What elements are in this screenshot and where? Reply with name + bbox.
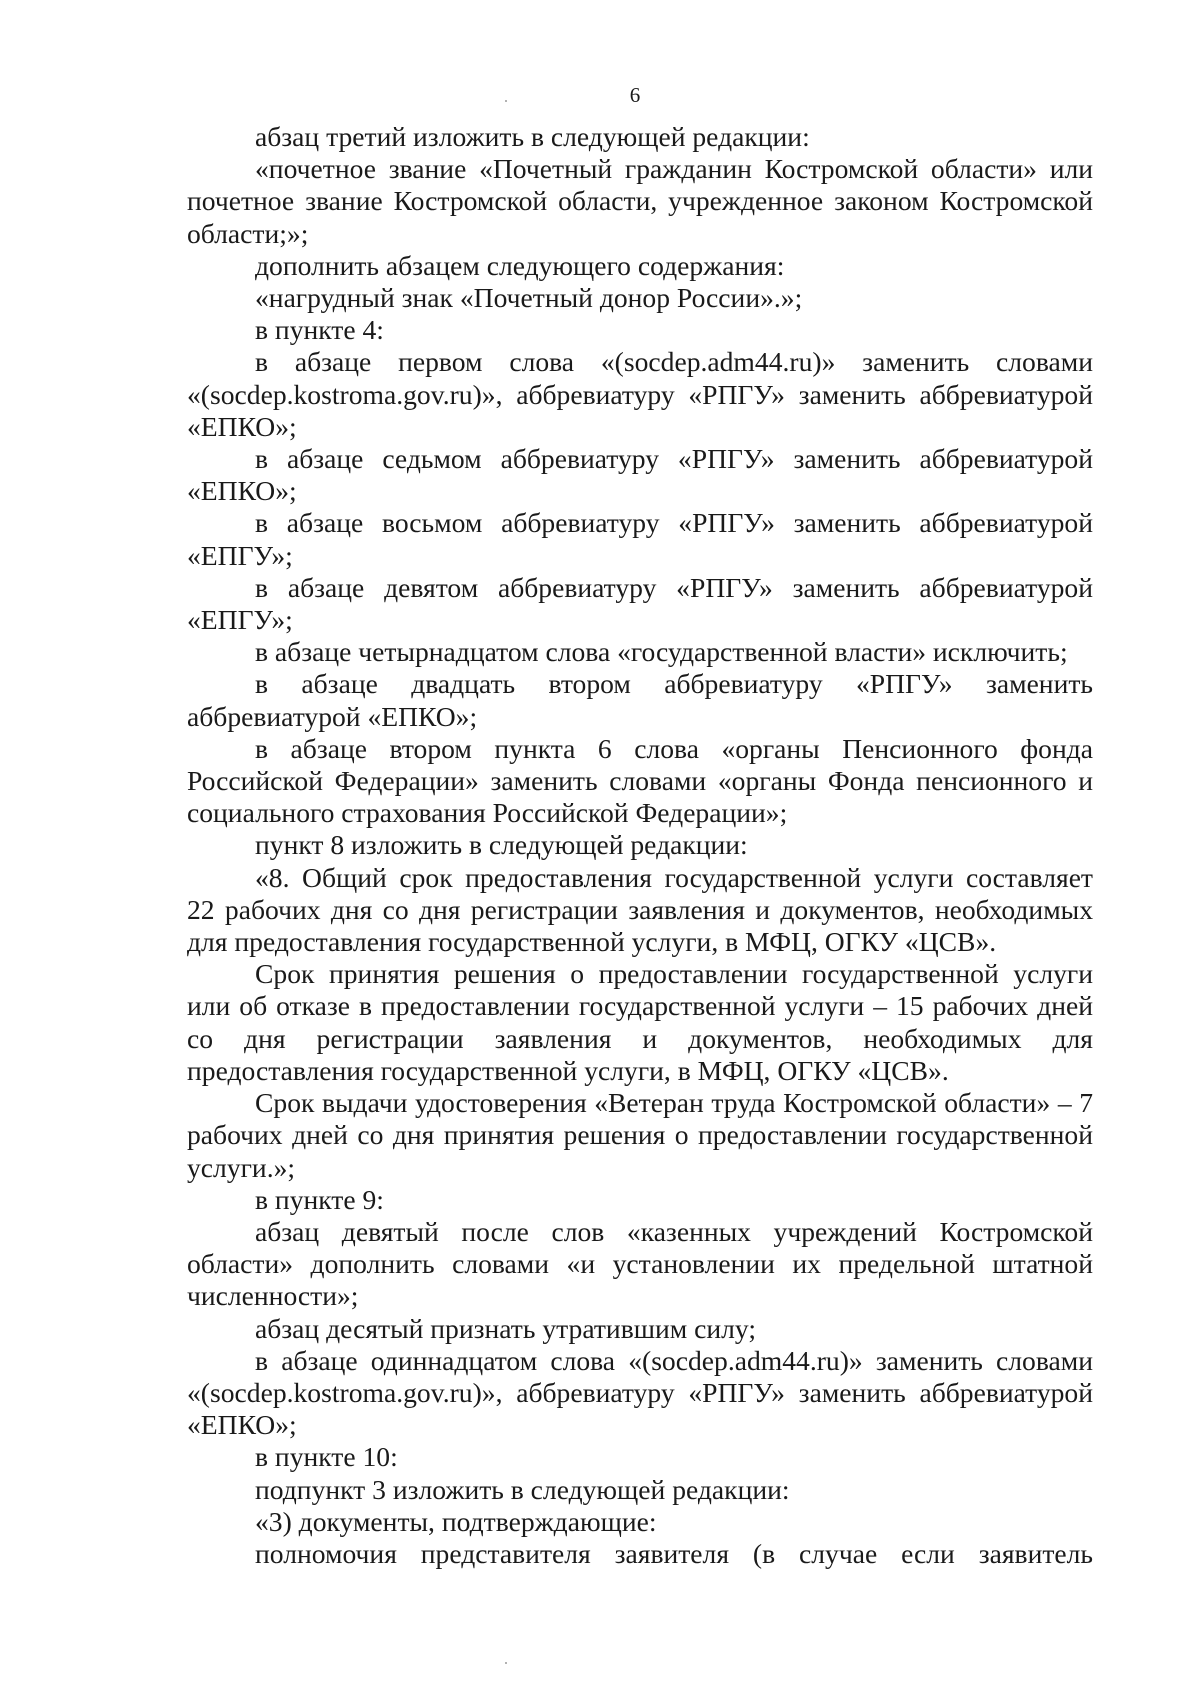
scan-speck: [505, 100, 507, 102]
paragraph: в абзаце четырнадцатом слова «государственной власти» исключить;: [255, 636, 1068, 668]
paragraph: «почетное звание «Почетный гражданин Костромской области» или почетное звание Костромской области, учрежденное законом Костромской области;»;: [187, 153, 1093, 249]
paragraph: пункт 8 изложить в следующей редакции:: [255, 829, 748, 861]
paragraph: в абзаце двадцать втором аббревиатуру «РПГУ» заменить аббревиатурой «ЕПКО»;: [187, 668, 1093, 732]
paragraph: в абзаце первом слова «(socdep.adm44.ru)» заменить словами «(socdep.kostroma.gov.ru)», аббревиатуру «РПГУ» заменить аббревиатурой «ЕПКО»;: [187, 346, 1093, 442]
paragraph: Срок выдачи удостоверения «Ветеран труда Костромской области» – 7 рабочих дней со дня принятия решения о предоставлении государственной услуги.»;: [187, 1087, 1093, 1183]
paragraph: «8. Общий срок предоставления государственной услуги составляет 22 рабочих дня со дня регистрации заявления и документов, необходимых для предоставления государственной услуги, в МФЦ, ОГКУ «ЦСВ».: [187, 861, 1093, 958]
paragraph: в абзаце седьмом аббревиатуру «РПГУ» заменить аббревиатурой «ЕПКО»;: [187, 443, 1093, 507]
paragraph: абзац десятый признать утратившим силу;: [255, 1312, 756, 1344]
paragraph: полномочия представителя заявителя (в случае если заявитель: [255, 1537, 1093, 1569]
paragraph: дополнить абзацем следующего содержания:: [255, 249, 785, 281]
paragraph: в пункте 9:: [255, 1183, 384, 1215]
document-body: [187, 121, 1093, 1570]
paragraph: в абзаце одиннадцатом слова «(socdep.adm44.ru)» заменить словами «(socdep.kostroma.gov.ru)», аббревиатуру «РПГУ» заменить аббревиатурой «ЕПКО»;: [187, 1344, 1093, 1441]
paragraph: в пункте 4:: [255, 314, 384, 346]
paragraph: Срок принятия решения о предоставлении государственной услуги или об отказе в предоставлении государственной услуги – 15 рабочих дней со дня регистрации заявления и документов, необходимых для предоставления государственной услуги, в МФЦ, ОГКУ «ЦСВ».: [187, 958, 1093, 1086]
paragraph: в пункте 10:: [255, 1441, 398, 1473]
paragraph: «нагрудный знак «Почетный донор России».»;: [255, 282, 803, 314]
paragraph: «3) документы, подтверждающие:: [255, 1505, 657, 1537]
paragraph: в абзаце втором пункта 6 слова «органы Пенсионного фонда Российской Федерации» заменить словами «органы Фонда пенсионного и социального страхования Российской Федерации»;: [187, 732, 1093, 829]
paragraph: абзац девятый после слов «казенных учреждений Костромской области» дополнить словами «и установлении их предельной штатной численности»;: [187, 1215, 1093, 1312]
paragraph: в абзаце восьмом аббревиатуру «РПГУ» заменить аббревиатурой «ЕПГУ»;: [187, 507, 1093, 571]
paragraph: подпункт 3 изложить в следующей редакции:: [255, 1473, 790, 1505]
paragraph: в абзаце девятом аббревиатуру «РПГУ» заменить аббревиатурой «ЕПГУ»;: [187, 571, 1093, 636]
paragraph: абзац третий изложить в следующей редакции:: [255, 121, 810, 152]
scan-speck: [505, 1662, 507, 1664]
page-number: 6: [629, 83, 641, 107]
